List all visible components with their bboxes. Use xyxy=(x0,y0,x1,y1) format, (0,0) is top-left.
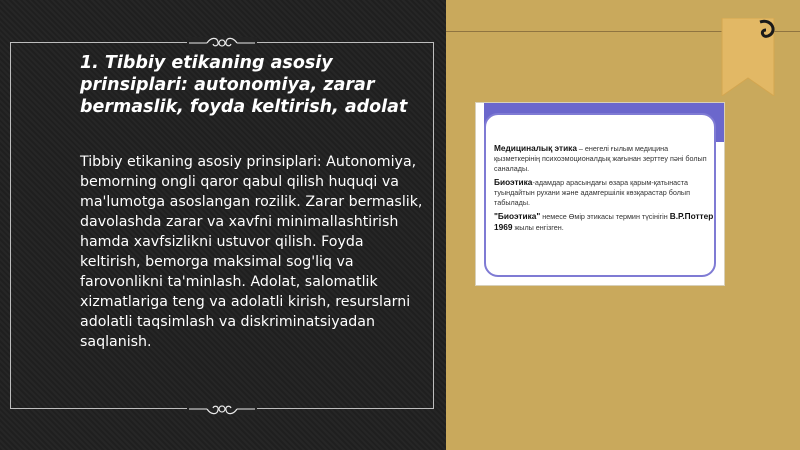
bookmark-ribbon-icon xyxy=(720,18,776,96)
frame-right-line xyxy=(433,42,434,409)
embedded-slide-image xyxy=(475,102,725,286)
ornament-bottom-icon xyxy=(187,399,257,419)
term-bioethics: Биоэтика xyxy=(494,177,533,187)
embedded-paragraph-3 xyxy=(494,211,716,233)
embedded-slide-text xyxy=(494,143,716,236)
slide-body-text: Tibbiy etikaning asosiy prinsiplari: Autonomiya, bemorning ongli qaror qabul qilish huquqi va ma'lumotga asoslangan rozilik. Zarar bermaslik, davolashda zarar va xavfni minimallashtirish hamda xavfsizlikni ustuvor qilish. Foyda keltirish, bemorga maksimal sog'liq va farovonlikni ta'minlash. Adolat, salomatlik xizmatlariga teng va adolatli kirish, resurslarni adolatli taqsimlash va diskriminatsiyadan saqlanish. xyxy=(80,154,423,350)
ornament-top-icon xyxy=(187,33,257,53)
slide-title: 1. Tibbiy etikaning asosiy prinsiplari: autonomiya, zarar bermaslik, foyda keltirish, adolat xyxy=(80,53,408,117)
term-medical-ethics: Медициналық этика xyxy=(494,143,577,153)
paragraph-3-end: жылы енгізген. xyxy=(512,223,564,232)
term-bioethics-quoted: "Биоэтика" xyxy=(494,211,541,221)
paragraph-3-text: немесе Өмір этикасы термин түсінігін xyxy=(540,212,670,221)
potter-reference: В.Р.Поттер 1969 xyxy=(494,211,714,232)
frame-left-line xyxy=(10,42,11,409)
paragraph-1-text: – енегелі ғылым медицина қызметкерінің психоэмоционалдық жағынан зерттеу пәні болып саналады. xyxy=(494,144,707,173)
embedded-paragraph-2 xyxy=(494,177,716,208)
paragraph-2-text: -адамдар арасындағы өзара қарым-қатынаста туындайтын рухани және адамгершілік көзқарастар болып табылады. xyxy=(494,178,690,207)
embedded-paragraph-1 xyxy=(494,143,716,174)
